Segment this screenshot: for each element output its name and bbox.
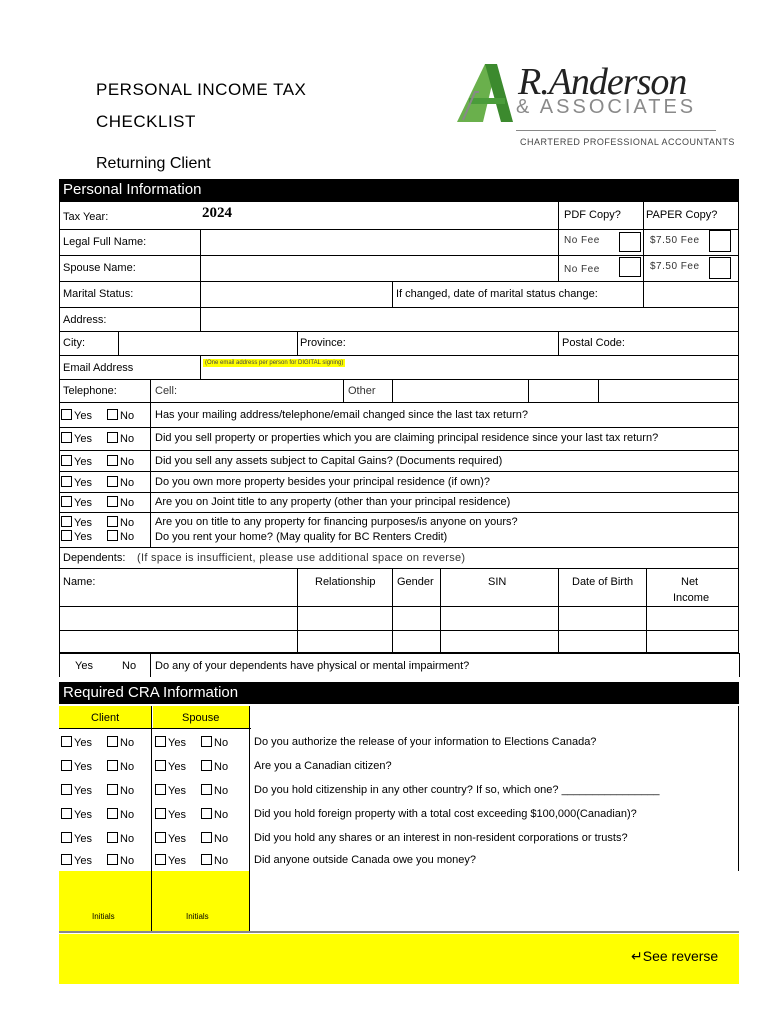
question-address-changed: Has your mailing address/telephone/email changed since the last tax return? [155, 409, 528, 421]
cra-question-foreign-property: Did you hold foreign property with a total cost exceeding $100,000(Canadian)? [254, 808, 637, 820]
cra-q3-spouse-no-checkbox[interactable] [201, 784, 212, 795]
cra-q1-client-yes-checkbox[interactable] [61, 736, 72, 747]
cra-q5-spouse-yes-checkbox[interactable] [155, 832, 166, 843]
spouse-name-field[interactable] [202, 257, 556, 279]
q1-no-checkbox[interactable] [107, 409, 118, 420]
cra-q3-client-yes-checkbox[interactable] [61, 784, 72, 795]
marital-status-field[interactable] [202, 283, 390, 305]
cra-q6-spouse-no[interactable]: No [201, 854, 228, 867]
pdf-no-fee-label: No Fee [564, 235, 600, 246]
q6-yes-checkbox[interactable] [61, 516, 72, 527]
see-reverse-link[interactable] [631, 948, 718, 965]
spouse-initials-box[interactable] [152, 871, 249, 931]
cra-question-elections: Do you authorize the release of your information to Elections Canada? [254, 736, 597, 748]
question-joint-title: Are you on Joint title to any property (other than your principal residence) [155, 496, 511, 508]
cra-q1-spouse-no[interactable]: No [201, 736, 228, 749]
cra-q4-client-no-checkbox[interactable] [107, 808, 118, 819]
q5-no-checkbox[interactable] [107, 496, 118, 507]
cra-q4-client-yes-checkbox[interactable] [61, 808, 72, 819]
legal-name-field[interactable] [202, 231, 556, 253]
cra-q6-client-yes-checkbox[interactable] [61, 854, 72, 865]
cra-q2-spouse-no-checkbox[interactable] [201, 760, 212, 771]
q4-no-checkbox[interactable] [107, 476, 118, 487]
dependents-col-net-income-2: Income [673, 592, 710, 604]
cra-q2-client-yes-checkbox[interactable] [61, 760, 72, 771]
cra-q6-client-no[interactable]: No [107, 854, 134, 867]
cra-q1-client-no[interactable]: No [107, 736, 134, 749]
marital-status-label: Marital Status: [63, 288, 134, 300]
q1-no-option[interactable]: No [107, 409, 134, 422]
q7-no-option[interactable]: No [107, 530, 134, 543]
question-financing-title: Are you on title to any property for financing purposes/is anyone on yours? [155, 516, 518, 528]
cra-q1-client-no-checkbox[interactable] [107, 736, 118, 747]
q5-no-option[interactable]: No [107, 496, 134, 509]
spouse-paper-copy-checkbox[interactable] [709, 257, 731, 279]
q2-no-option[interactable]: No [107, 432, 134, 445]
cra-q5-client-no-checkbox[interactable] [107, 832, 118, 843]
dependents-col-net-income-1: Net [681, 576, 699, 588]
cra-question-citizen: Are you a Canadian citizen? [254, 760, 392, 772]
cra-question-shares: Did you hold any shares or an interest in non-resident corporations or trusts? [254, 832, 628, 844]
cra-q4-spouse-no[interactable]: No [201, 808, 228, 821]
q3-yes-option[interactable]: Yes [61, 455, 92, 468]
q1-yes-option[interactable]: Yes [61, 409, 92, 422]
q1-yes-checkbox[interactable] [61, 409, 72, 420]
cra-question-other-citizenship: Do you hold citizenship in any other country? If so, which one? ________________ [254, 784, 660, 796]
address-field[interactable] [202, 309, 737, 329]
spouse-pdf-copy-checkbox[interactable] [619, 257, 641, 277]
question-impairment: Do any of your dependents have physical or mental impairment? [155, 660, 470, 672]
cra-q2-spouse-yes[interactable]: Yes [155, 760, 186, 773]
q6-no-checkbox[interactable] [107, 516, 118, 527]
q7-yes-option[interactable]: Yes [61, 530, 92, 543]
q5-yes-option[interactable]: Yes [61, 496, 92, 509]
question-capital-gains: Did you sell any assets subject to Capital Gains? (Documents required) [155, 455, 503, 467]
dependents-col-name: Name: [63, 576, 96, 588]
q2-no-checkbox[interactable] [107, 432, 118, 443]
city-label: City: [63, 337, 85, 349]
cell-label: Cell: [155, 385, 178, 397]
cra-q1-spouse-no-checkbox[interactable] [201, 736, 212, 747]
cra-q1-spouse-yes-checkbox[interactable] [155, 736, 166, 747]
cra-q6-spouse-yes[interactable]: Yes [155, 854, 186, 867]
cra-q3-client-no[interactable]: No [107, 784, 134, 797]
marital-change-label: If changed, date of marital status change: [396, 288, 598, 300]
province-field[interactable] [360, 333, 556, 353]
spouse-initials-label: Initials [186, 912, 209, 921]
cra-q2-spouse-no[interactable]: No [201, 760, 228, 773]
cra-q4-spouse-no-checkbox[interactable] [201, 808, 212, 819]
cra-q6-client-yes[interactable]: Yes [61, 854, 92, 867]
email-label: Email Address [63, 362, 134, 374]
q3-yes-checkbox[interactable] [61, 455, 72, 466]
cra-q2-client-no[interactable]: No [107, 760, 134, 773]
cra-q6-spouse-no-checkbox[interactable] [201, 854, 212, 865]
see-reverse-label: See reverse [642, 948, 719, 964]
postal-code-label: Postal Code: [562, 337, 625, 349]
cra-q4-spouse-yes-checkbox[interactable] [155, 808, 166, 819]
client-header: Client [91, 712, 120, 724]
cra-q3-spouse-yes-checkbox[interactable] [155, 784, 166, 795]
logo-tagline: CHARTERED PROFESSIONAL ACCOUNTANTS [520, 137, 735, 147]
pdf-copy-label: PDF Copy? [564, 209, 621, 221]
province-label: Province: [300, 337, 346, 349]
cra-q3-spouse-yes[interactable]: Yes [155, 784, 186, 797]
q4-yes-checkbox[interactable] [61, 476, 72, 487]
client-initials-box[interactable] [59, 871, 151, 931]
tax-year-label: Tax Year: [63, 211, 109, 223]
cell-field[interactable] [185, 381, 341, 400]
paper-copy-label: PAPER Copy? [646, 209, 718, 221]
spouse-name-label: Spouse Name: [63, 262, 136, 274]
page-title-line1: PERSONAL INCOME TAX [96, 80, 307, 99]
logo-associates: & ASSOCIATES [516, 96, 697, 118]
email-field[interactable] [202, 370, 737, 378]
cra-q3-spouse-no[interactable]: No [201, 784, 228, 797]
q7-no-checkbox[interactable] [107, 530, 118, 541]
dependents-col-sin: SIN [488, 576, 507, 588]
cra-q5-spouse-no-checkbox[interactable] [201, 832, 212, 843]
logo-name: R.Anderson [518, 61, 687, 103]
cra-q4-spouse-yes[interactable]: Yes [155, 808, 186, 821]
spouse-pdf-no-fee-label: No Fee [564, 264, 600, 275]
telephone-label: Telephone: [63, 385, 117, 397]
dependents-col-gender: Gender [397, 576, 434, 588]
dependent-row-2[interactable] [60, 631, 739, 652]
turn-arrow-icon: ↵ [631, 948, 643, 964]
other-phone-field[interactable] [394, 381, 526, 400]
cra-q5-spouse-no[interactable]: No [201, 832, 228, 845]
dependents-label: Dependents: [63, 552, 126, 564]
pdf-copy-checkbox[interactable] [619, 232, 641, 252]
q6-no-option[interactable]: No [107, 516, 134, 529]
impairment-no-option[interactable]: No [122, 660, 137, 672]
logo-a-icon [455, 62, 517, 124]
other-label: Other [348, 385, 376, 397]
page-subtitle: Returning Client [96, 155, 211, 172]
q5-yes-checkbox[interactable] [61, 496, 72, 507]
cra-q5-client-no[interactable]: No [107, 832, 134, 845]
question-rent-home: Do you rent your home? (May quality for BC Renters Credit) [155, 531, 448, 543]
tax-year-value[interactable]: 2024 [202, 205, 232, 221]
q4-no-option[interactable]: No [107, 476, 134, 489]
spouse-paper-fee-label: $7.50 Fee [650, 261, 700, 272]
cra-q3-client-no-checkbox[interactable] [107, 784, 118, 795]
dependents-col-dob: Date of Birth [572, 576, 634, 588]
question-more-property: Do you own more property besides your principal residence (if own)? [155, 476, 491, 488]
cra-q2-spouse-yes-checkbox[interactable] [155, 760, 166, 771]
marital-change-date-field[interactable] [645, 283, 737, 305]
cra-q5-spouse-yes[interactable]: Yes [155, 832, 186, 845]
address-label: Address: [63, 314, 107, 326]
cra-q4-client-no[interactable]: No [107, 808, 134, 821]
cra-question-money-owed: Did anyone outside Canada owe you money? [254, 854, 476, 866]
email-note: (One email address per person for DIGITAL signing) [205, 360, 344, 366]
paper-fee-label: $7.50 Fee [650, 235, 700, 246]
dependents-col-relationship: Relationship [315, 576, 376, 588]
legal-name-label: Legal Full Name: [63, 236, 147, 248]
q7-yes-checkbox[interactable] [61, 530, 72, 541]
cra-q1-spouse-yes[interactable]: Yes [155, 736, 186, 749]
cra-q4-client-yes[interactable]: Yes [61, 808, 92, 821]
cra-q6-spouse-yes-checkbox[interactable] [155, 854, 166, 865]
paper-copy-checkbox[interactable] [709, 230, 731, 252]
dependents-note: (If space is insufficient, please use additional space on reverse) [137, 552, 466, 564]
cra-q5-client-yes[interactable]: Yes [61, 832, 92, 845]
cra-q2-client-no-checkbox[interactable] [107, 760, 118, 771]
question-sold-property: Did you sell property or properties which you are claiming principal residence since your last tax return? [155, 432, 659, 444]
cra-q6-client-no-checkbox[interactable] [107, 854, 118, 865]
cra-q3-client-yes[interactable]: Yes [61, 784, 92, 797]
city-field[interactable] [120, 333, 295, 353]
cra-info-header: Required CRA Information [59, 682, 739, 704]
cra-q1-client-yes[interactable]: Yes [61, 736, 92, 749]
impairment-yes-option[interactable]: Yes [75, 660, 93, 672]
q4-yes-option[interactable]: Yes [61, 476, 92, 489]
dependent-row-1[interactable] [60, 607, 739, 629]
page-title-line2: CHECKLIST [96, 112, 196, 131]
logo-divider [516, 130, 716, 131]
q3-no-option[interactable]: No [107, 455, 134, 468]
client-initials-label: Initials [92, 912, 115, 921]
postal-code-field[interactable] [645, 333, 737, 353]
cra-q5-client-yes-checkbox[interactable] [61, 832, 72, 843]
spouse-header: Spouse [182, 712, 220, 724]
q2-yes-checkbox[interactable] [61, 432, 72, 443]
cra-q2-client-yes[interactable]: Yes [61, 760, 92, 773]
personal-info-header: Personal Information [59, 179, 739, 201]
q6-yes-option[interactable]: Yes [61, 516, 92, 529]
q3-no-checkbox[interactable] [107, 455, 118, 466]
q2-yes-option[interactable]: Yes [61, 432, 92, 445]
